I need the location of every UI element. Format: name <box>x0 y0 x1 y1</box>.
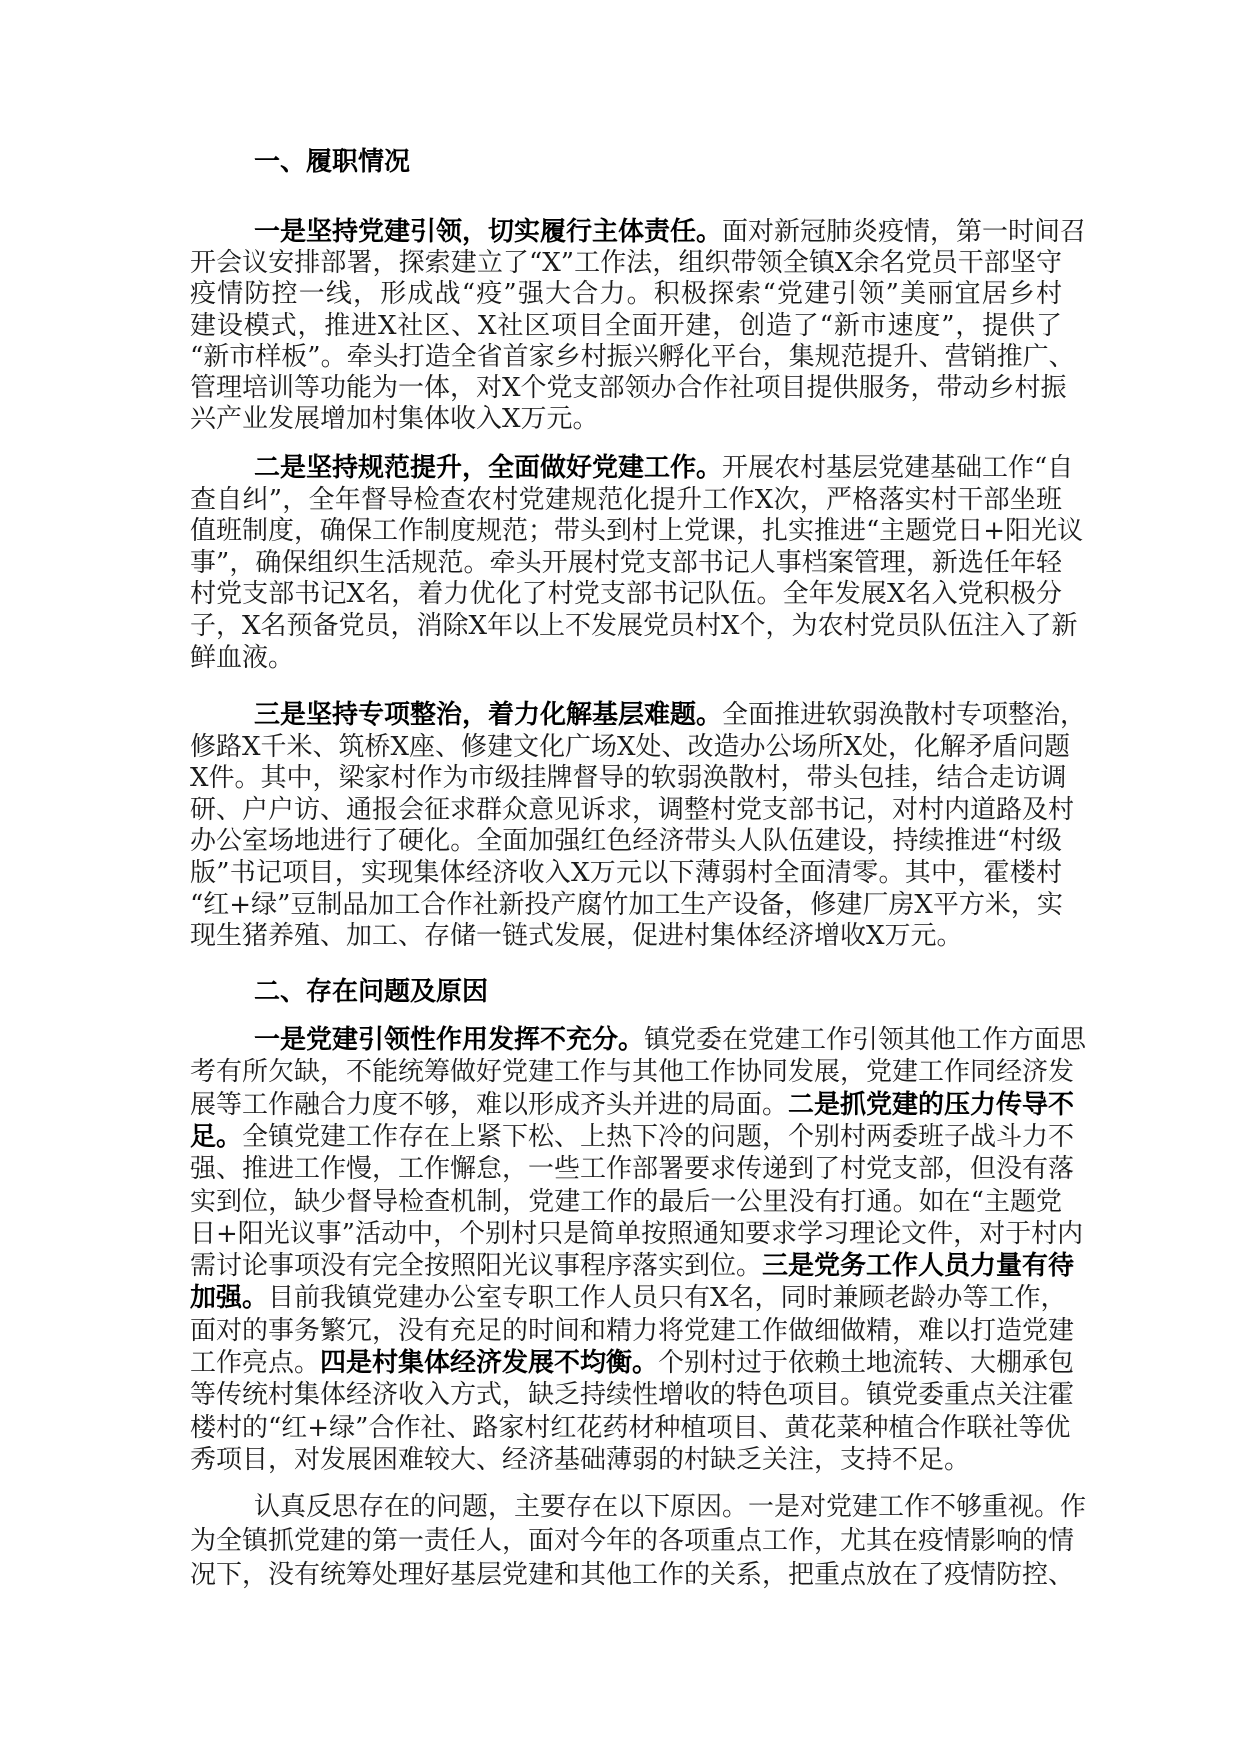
section-heading <box>190 146 1062 178</box>
paragraph-line <box>190 515 1084 547</box>
paragraph-line <box>190 578 1062 610</box>
body-text: 日+阳光议事”活动中，个别村只是简单按照通知要求学习理论文件，对于村内 <box>190 1218 1084 1249</box>
paragraph-line <box>190 452 1074 484</box>
body-text: 管理培训等功能为一体，对X个党支部领办合作社项目提供服务，带动乡村振 <box>190 373 1067 403</box>
body-text: 目前我镇党建办公室专职工作人员只有X名，同时兼顾老龄办等工作， <box>268 1283 1067 1314</box>
paragraph-line <box>190 1282 1067 1314</box>
body-text: 楼村的“红+绿”合作社、路家村红花药材种植项目、黄花菜种植合作联社等优 <box>190 1412 1071 1443</box>
paragraph-line <box>190 216 1087 248</box>
body-text: 等传统村集体经济收入方式，缺乏持续性增收的特色项目。镇党委重点关注霍 <box>190 1380 1075 1411</box>
paragraph-line <box>190 699 1087 731</box>
body-text: 开展农村基层党建基础工作“自 <box>722 453 1074 483</box>
body-text: “新市样板”。牵头打造全省首家乡村振兴孵化平台，集规范提升、营销推广、 <box>190 341 1075 372</box>
body-text: X件。其中，梁家村作为市级挂牌督导的软弱涣散村，带头包挂，结合走访调 <box>190 763 1067 794</box>
body-text: 面对新冠肺炎疫情，第一时间召 <box>722 217 1087 247</box>
paragraph-line <box>190 1525 1075 1557</box>
paragraph-line <box>190 1444 1062 1476</box>
paragraph-line <box>190 372 1067 404</box>
bold-lead-text: 二是坚持规范提升，全面做好党建工作。 <box>254 453 723 483</box>
bold-lead-text: 加强。 <box>190 1283 269 1314</box>
paragraph-line <box>190 762 1067 794</box>
paragraph-line <box>190 1218 1084 1250</box>
paragraph-line <box>190 857 1062 889</box>
body-text: 全镇党建工作存在上紧下松、上热下冷的问题，个别村两委班子战斗力不 <box>242 1121 1075 1152</box>
bold-lead-text: 一是党建引领性作用发挥不充分。 <box>254 1025 645 1055</box>
paragraph-line <box>190 341 1075 373</box>
body-text: 事”，确保组织生活规范。牵头开展村党支部书记人事档案管理，新选任年轻 <box>190 547 1062 578</box>
paragraph-line <box>190 1559 1075 1591</box>
body-text: 展等工作融合力度不够，难以形成齐头并进的局面。 <box>190 1089 789 1120</box>
paragraph-line <box>190 1089 1075 1121</box>
paragraph-line <box>190 825 1062 857</box>
body-text: 子，X名预备党员，消除X年以上不发展党员村X个，为农村党员队伍注入了新 <box>190 611 1078 641</box>
section-heading <box>190 976 1062 1008</box>
bold-lead-text: 二是抓党建的压力传导不 <box>788 1089 1075 1120</box>
paragraph-line <box>190 1250 1075 1282</box>
bold-lead-text: 二、存在问题及原因 <box>254 977 489 1007</box>
paragraph-line <box>190 731 1071 763</box>
body-text: 面对的事务繁冗，没有充足的时间和精力将党建工作做细做精，难以打造党建 <box>190 1315 1075 1346</box>
body-text: 建设模式，推进X社区、X社区项目全面开建，创造了“新市速度”，提供了 <box>190 310 1062 341</box>
paragraph-line <box>190 1412 1071 1444</box>
body-text: 个别村过于依赖土地流转、大棚承包 <box>658 1348 1075 1378</box>
paragraph-line <box>190 310 1062 342</box>
bold-lead-text: 一、履职情况 <box>254 147 411 177</box>
paragraph-line <box>190 1153 1075 1185</box>
body-text: 查自纠”，全年督导检查农村党建规范化提升工作X次，严格落实村干部坐班 <box>190 484 1062 515</box>
paragraph-line <box>190 247 1062 279</box>
body-text: 镇党委在党建工作引领其他工作方面思 <box>644 1025 1087 1055</box>
paragraph-line <box>190 403 1062 435</box>
bold-lead-text: 一是坚持党建引领，切实履行主体责任。 <box>254 217 723 247</box>
bold-lead-text: 四是村集体经济发展不均衡。 <box>320 1348 659 1378</box>
paragraph-line <box>190 1186 1062 1218</box>
body-text: 现生猪养殖、加工、存储一链式发展，促进村集体经济增收X万元。 <box>190 921 963 952</box>
body-text: 兴产业发展增加村集体收入X万元。 <box>190 404 599 435</box>
body-text: “红+绿”豆制品加工合作社新投产腐竹加工生产设备，修建厂房X平方米，实 <box>190 889 1063 920</box>
paragraph-line <box>190 1024 1087 1056</box>
paragraph-line <box>190 1121 1075 1153</box>
body-text: 修路X千米、筑桥X座、修建文化广场X处、改造办公场所X处，化解矛盾问题 <box>190 731 1071 762</box>
body-text: 工作亮点。 <box>190 1348 321 1378</box>
paragraph-line <box>190 1056 1075 1088</box>
paragraph-line <box>190 1491 1087 1523</box>
body-text: 考有所欠缺，不能统筹做好党建工作与其他工作协同发展，党建工作同经济发 <box>190 1057 1075 1088</box>
body-text: 认真反思存在的问题，主要存在以下原因。一是对党建工作不够重视。作 <box>254 1492 1087 1522</box>
body-text: 研、户户访、通报会征求群众意见诉求，调整村党支部书记，对村内道路及村 <box>190 794 1075 825</box>
paragraph-line <box>190 642 1062 674</box>
body-text: 需讨论事项没有完全按照阳光议事程序落实到位。 <box>190 1251 763 1282</box>
body-text: 鲜血液。 <box>190 642 295 673</box>
paragraph-line <box>190 920 1062 952</box>
bold-lead-text: 足。 <box>190 1121 243 1152</box>
body-text: 强、推进工作慢，工作懈怠，一些工作部署要求传递到了村党支部，但没有落 <box>190 1154 1075 1185</box>
body-text: 值班制度，确保工作制度规范；带头到村上党课，扎实推进“主题党日+阳光议 <box>190 516 1084 547</box>
body-text: 版”书记项目，实现集体经济收入X万元以下薄弱村全面清零。其中，霍楼村 <box>190 858 1062 888</box>
paragraph-line <box>190 484 1062 516</box>
body-text: 开会议安排部署，探索建立了“X”工作法，组织带领全镇X余名党员干部坚守 <box>190 248 1062 279</box>
body-text: 疫情防控一线，形成战“疫”强大合力。积极探索“党建引领”美丽宜居乡村 <box>190 279 1062 310</box>
paragraph-line <box>190 278 1062 310</box>
body-text: 办公室场地进行了硬化。全面加强红色经济带头人队伍建设，持续推进“村级 <box>190 826 1062 857</box>
body-text: 秀项目，对发展困难较大、经济基础薄弱的村缺乏关注，支持不足。 <box>190 1444 971 1475</box>
body-text: 全面推进软弱涣散村专项整治， <box>722 700 1087 730</box>
paragraph-line <box>190 1315 1075 1347</box>
paragraph-line <box>190 610 1078 642</box>
body-text: 实到位，缺少督导检查机制，党建工作的最后一公里没有打通。如在“主题党 <box>190 1186 1062 1217</box>
paragraph-line <box>190 1347 1075 1379</box>
bold-lead-text: 三是坚持专项整治，着力化解基层难题。 <box>254 700 723 730</box>
paragraph-line <box>190 889 1062 921</box>
paragraph-line <box>190 794 1075 826</box>
paragraph-line <box>190 547 1062 579</box>
bold-lead-text: 三是党务工作人员力量有待 <box>762 1251 1075 1282</box>
body-text: 村党支部书记X名，着力优化了村党支部书记队伍。全年发展X名入党积极分 <box>190 579 1062 610</box>
paragraph-line <box>190 1379 1075 1411</box>
body-text: 为全镇抓党建的第一责任人，面对今年的各项重点工作，尤其在疫情影响的情 <box>190 1526 1075 1556</box>
body-text: 况下，没有统筹处理好基层党建和其他工作的关系，把重点放在了疫情防控、 <box>190 1560 1075 1590</box>
